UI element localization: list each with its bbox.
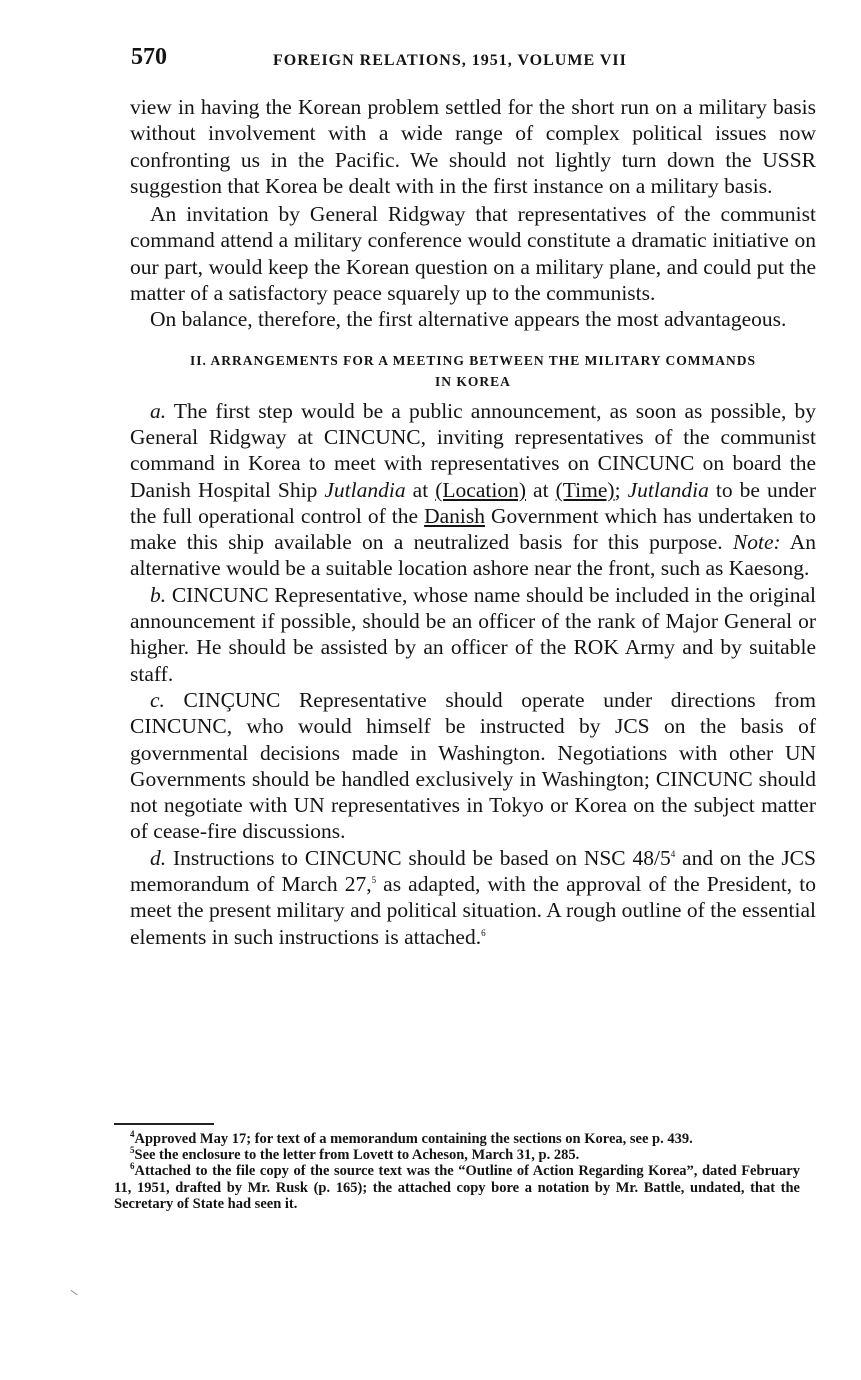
item-a-label: a. xyxy=(150,398,167,423)
item-d-text-2: and on the JCS memorandum of March 27, xyxy=(130,845,816,897)
item-b xyxy=(130,582,816,687)
item-d xyxy=(130,845,816,950)
section-heading-line-1: II. ARRANGEMENTS FOR A MEETING BETWEEN THE MILITARY COMMANDS xyxy=(190,352,756,368)
item-a-text-4: ; xyxy=(614,477,628,502)
item-c-label: c. xyxy=(150,687,165,712)
running-title: FOREIGN RELATIONS, 1951, VOLUME VII xyxy=(273,52,627,69)
footnote-ref-5: 5 xyxy=(371,874,377,885)
item-a-ship-1: Jutlandia xyxy=(324,477,406,502)
item-a-text-6: Government which has undertaken to make this ship available on a neutralized basis for this purpose. xyxy=(130,503,817,555)
footnote-ref-4: 4 xyxy=(670,848,676,859)
section-heading xyxy=(130,347,816,390)
item-a-danish: Danish xyxy=(424,503,485,528)
item-a-location: (Location) xyxy=(435,477,526,502)
footnotes xyxy=(114,1131,800,1212)
footnote-4-number: 4 xyxy=(130,1129,135,1140)
footnote-rule xyxy=(114,1123,214,1125)
item-a-time: (Time) xyxy=(555,477,615,502)
page-header xyxy=(128,42,818,82)
item-a-note-label: Note: xyxy=(732,530,781,555)
item-d-label: d. xyxy=(150,845,167,870)
item-b-text: CINCUNC Representative, whose name should be included in the original announcement if possible, should be an officer of the rank of Major General or higher. He should be assisted by an officer of the ROK Army and by suitable staff. xyxy=(130,582,816,686)
footnote-ref-6: 6 xyxy=(481,927,486,938)
item-a-text-1: The first step would be a public announcement, as soon as possible, by General Ridgway at CINCUNC, inviting representatives of the communist command in Korea to meet with representatives on CINCUNC on board the Danish Hospital Ship xyxy=(130,398,816,502)
footnote-6-number: 6 xyxy=(130,1161,135,1172)
footnote-5 xyxy=(114,1147,800,1163)
item-a-text-3: at xyxy=(526,477,556,502)
page-number: 570 xyxy=(131,44,167,70)
section-heading-line-2: IN KOREA xyxy=(435,373,511,389)
paragraph-invitation: An invitation by General Ridgway that representatives of the communist command attend a military conference would constitute a dramatic initiative on our part, would keep the Korean question on a military plane, and could put the matter of a satisfactory peace squarely up to the communists. xyxy=(130,202,816,306)
main-text xyxy=(130,94,816,950)
scan-mark xyxy=(70,1290,77,1295)
item-b-label: b. xyxy=(150,582,167,607)
item-a xyxy=(130,398,816,582)
footnote-6-text: Attached to the file copy of the source text was the “Outline of Action Regarding Korea”, dated February 11, 1951, drafted by Mr. Rusk (p. 165); the attached copy bore a notation by Mr. Battle, undated, that the Secretary of State had seen it. xyxy=(114,1163,800,1212)
item-d-text-3: as adapted, with the approval of the President, to meet the present military and political situation. A rough outline of the essential elements in such instructions is attached. xyxy=(130,872,816,949)
item-d-text-1: Instructions to CINCUNC should be based on NSC 48/5 xyxy=(166,845,671,870)
item-a-text-2: at xyxy=(405,477,436,502)
footnote-6 xyxy=(114,1163,800,1212)
footnote-5-number: 5 xyxy=(130,1145,135,1156)
item-a-text-5: to be under the full operational control of the xyxy=(130,477,816,528)
footnote-4-text: Approved May 17; for text of a memorandum containing the sections on Korea, see p. 439. xyxy=(134,1131,693,1147)
footnote-4 xyxy=(114,1131,800,1147)
paragraph-balance: On balance, therefore, the first alternative appears the most advantageous. xyxy=(150,307,787,332)
footnote-5-text: See the enclosure to the letter from Lovett to Acheson, March 31, p. 285. xyxy=(134,1147,580,1164)
item-a-ship-2: Jutlandia xyxy=(627,477,709,502)
paragraph-continuation: view in having the Korean problem settled for the short run on a military basis without involvement with a wide range of complex political issues now confronting us in the Pacific. We should not lightly turn down the USSR suggestion that Korea be dealt with in the first instance on a military basis. xyxy=(130,95,816,198)
item-c-text: CINÇUNC Representative should operate under directions from CINCUNC, who would himself be instructed by JCS on the basis of governmental decisions made in Washington. Negotiations with other UN Governments should be handled exclusively in Washington; CINCUNC should not negotiate with UN representatives in Tokyo or Korea on the subject matter of cease-fire discussions. xyxy=(130,687,816,844)
item-a-text-7: An alternative would be a suitable location ashore near the front, such as Kaesong. xyxy=(130,530,816,581)
item-c xyxy=(130,687,816,845)
